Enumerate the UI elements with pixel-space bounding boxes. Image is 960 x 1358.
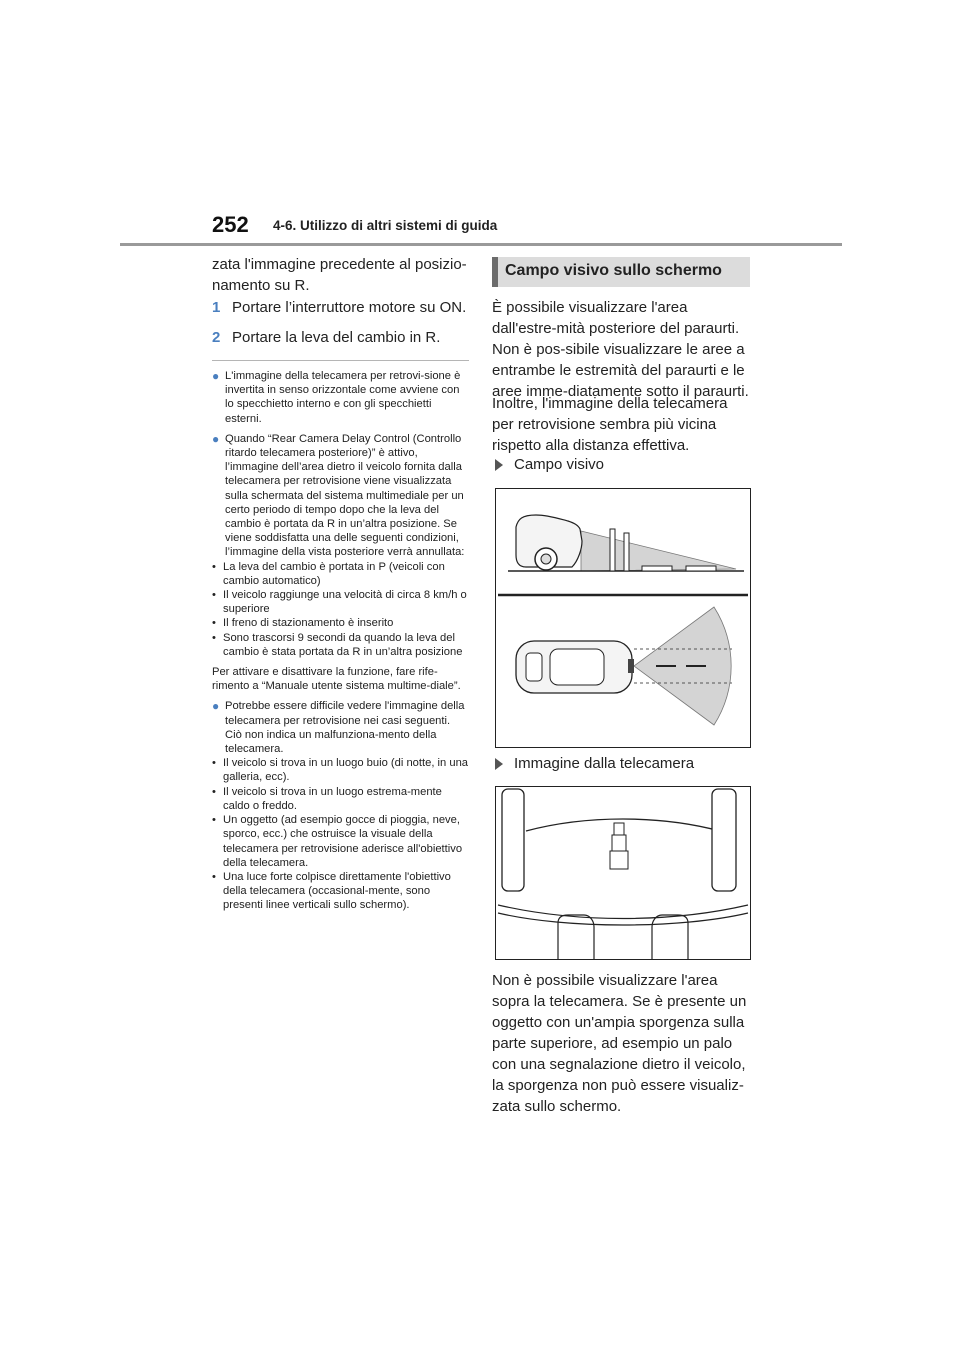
field-of-view-figure bbox=[495, 488, 751, 748]
sub-bullet-text: Un oggetto (ad esempio gocce di pioggia, neve, sporco, ecc.) che ostruisce la visuale della telecamera per retrovisione aderisce all'obiettivo della telecamera. bbox=[223, 814, 463, 869]
step-item bbox=[212, 297, 469, 318]
figure-label-text: Campo visivo bbox=[514, 456, 605, 473]
pole-icon bbox=[624, 533, 629, 571]
camera-view-cone bbox=[581, 531, 736, 571]
sub-bullet: • Il veicolo si trova in un luogo estrema-mente caldo o freddo. bbox=[212, 785, 469, 813]
intro-line-1: zata l'immagine precedente al posizio- bbox=[212, 256, 467, 273]
figure-label bbox=[495, 456, 604, 473]
note-text: Potrebbe essere difficile vedere l'immagine della telecamera per retrovisione nei casi seguenti. Ciò non indica un malfunziona-mento della telecamera. bbox=[225, 700, 465, 756]
steps-list bbox=[212, 297, 469, 348]
sub-bullet: • Il veicolo si trova in un luogo buio (di notte, in una galleria, ecc). bbox=[212, 757, 469, 784]
bullet-dot-icon: ● bbox=[212, 699, 220, 714]
paragraph: Non è possibile visualizzare l'area sopra la telecamera. Se è presente un oggetto con un'ampia sporgenza sulla parte superiore, ad esempio un palo con una segnalazione dietro il veicolo, la sporgenza non può essere visualiz-zata sullo schermo. bbox=[492, 972, 747, 1115]
camera-view-sector bbox=[634, 607, 731, 725]
sub-bullet-text: Il veicolo si trova in un luogo buio (di notte, in una galleria, ecc). bbox=[223, 757, 469, 784]
camera-icon bbox=[628, 659, 634, 673]
sub-bullet-text: Il veicolo si trova in un luogo estrema-mente caldo o freddo. bbox=[223, 785, 442, 812]
sub-bullet-text: Una luce forte colpisce direttamente l'obiettivo della telecamera (occasional-mente, sono presenti linee verticali sullo schermo). bbox=[223, 870, 451, 912]
triangle-arrow-icon bbox=[495, 758, 503, 770]
sub-bullet: • Sono trascorsi 9 secondi da quando la leva del cambio è stata portata da R in un’altra posizione bbox=[212, 631, 469, 659]
step-text: Portare la leva del cambio in R. bbox=[232, 329, 441, 346]
bumper-left-icon bbox=[558, 915, 594, 959]
pole-icon bbox=[610, 529, 615, 571]
bumper-right-icon bbox=[652, 915, 688, 959]
intro-paragraph bbox=[212, 254, 469, 296]
sub-bullet: • Una luce forte colpisce direttamente l'obiettivo della telecamera (occasional-mente, sono presenti linee verticali sullo schermo). bbox=[212, 870, 469, 913]
note-item bbox=[212, 699, 469, 756]
note-text: Quando “Rear Camera Delay Control (Controllo ritardo telecamera posteriore)” è attivo, l’immagine dell’area dietro il veicolo fornita dalla telecamera per retrovisione viene visualizzata sulla schermata del sistema multimediale per un certo periodo di tempo dopo che la leva del cambio è portata da R in un’altra posizione. Se viene soddisfatta una delle seguenti condizioni, l’immagine della vista posteriore verrà annullata: bbox=[225, 432, 465, 559]
side-view-illustration bbox=[508, 515, 744, 571]
note-item bbox=[212, 369, 469, 426]
step-number: 1 bbox=[212, 299, 221, 316]
note-paragraph: Per attivare e disattivare la funzione, fare rife-rimento a “Manuale utente sistema multime-diale”. bbox=[212, 666, 461, 693]
sub-bullet: • La leva del cambio è portata in P (veicoli con cambio automatico) bbox=[212, 560, 469, 588]
note-text: L'immagine della telecamera per retrovi-sione è invertita in senso orizzontale come avviene con lo specchietto interno e con gli specchietti esterni. bbox=[225, 370, 461, 425]
sub-bullet: • Il veicolo raggiunge una velocità di circa 8 km/h o superiore bbox=[212, 588, 469, 616]
sub-bullet: • Il freno di stazionamento è inserito bbox=[212, 617, 394, 630]
bullet-dot-icon: ● bbox=[212, 431, 220, 446]
camera-image-figure bbox=[495, 786, 751, 960]
page-number: 252 bbox=[212, 212, 249, 237]
pole-right-icon bbox=[712, 789, 736, 891]
sub-bullet: • Un oggetto (ad esempio gocce di pioggia, neve, sporco, ecc.) che ostruisce la visuale della telecamera per retrovisione aderisce all'obiettivo della telecamera. bbox=[212, 813, 469, 870]
paragraph: Inoltre, l'immagine della telecamera per retrovisione sembra più vicina rispetto alla distanza effettiva. bbox=[492, 395, 728, 454]
section-heading: Campo visivo sullo schermo bbox=[505, 262, 722, 279]
figure-label bbox=[495, 755, 694, 772]
step-text: Portare l’interruttore motore su ON. bbox=[232, 299, 467, 316]
step-number: 2 bbox=[212, 329, 221, 346]
sub-bullet-text: Il veicolo raggiunge una velocità di circa 8 km/h o superiore bbox=[223, 589, 467, 616]
figure-label-text: Immagine dalla telecamera bbox=[514, 755, 695, 772]
bullet-dot-icon: ● bbox=[212, 369, 220, 383]
sub-bullet-text: Il freno di stazionamento è inserito bbox=[223, 617, 394, 630]
sub-bullet-text: Sono trascorsi 9 secondi da quando la leva del cambio è stata portata da R in un’altra posizione bbox=[223, 631, 463, 658]
intro-line-2: namento su R. bbox=[212, 277, 310, 294]
note-item bbox=[212, 432, 469, 560]
sub-bullet-text: La leva del cambio è portata in P (veicoli con cambio automatico) bbox=[223, 560, 445, 587]
notes-divider bbox=[212, 360, 469, 361]
notes-section bbox=[212, 369, 469, 913]
triangle-arrow-icon bbox=[495, 459, 503, 471]
pole-left-icon bbox=[502, 789, 524, 891]
header-divider bbox=[120, 243, 842, 246]
paragraph: È possibile visualizzare l'area dall'estre-mità posteriore del paraurti. Non è pos-sibile visualizzare le aree a entrambe le estremità del paraurti e le aree imme-diatamente sotto il paraurti. bbox=[492, 299, 749, 400]
section-title: 4-6. Utilizzo di altri sistemi di guida bbox=[273, 218, 498, 233]
step-item bbox=[212, 327, 469, 348]
section-heading-bar bbox=[492, 257, 498, 287]
top-view-illustration bbox=[516, 607, 732, 725]
